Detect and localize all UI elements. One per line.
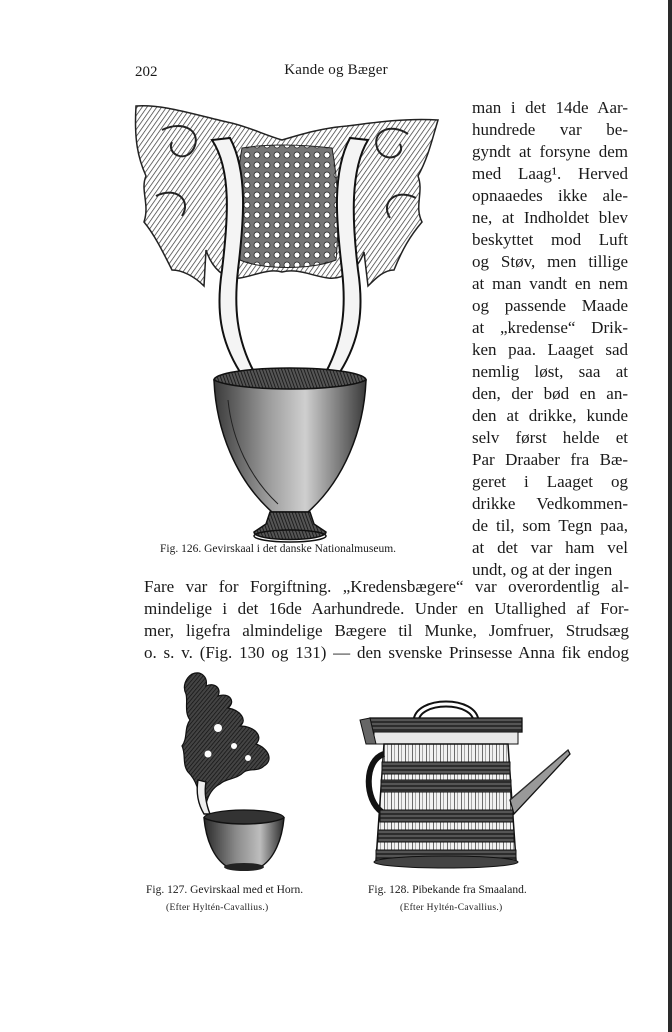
body-text-line: at „kredense“ Drik- — [472, 318, 628, 337]
body-text-line: nemlig løst, saa at — [472, 362, 628, 381]
body-text-line: de til, som Tegn paa, — [472, 516, 628, 535]
figure-128-caption: Fig. 128. Pibekande fra Smaaland. — [368, 884, 527, 896]
body-text-line: mindelige i det 16de Aarhundrede. Under en Utallighed af For- — [144, 599, 629, 618]
body-text-line: drikke Vedkommen- — [472, 494, 628, 513]
body-text-line: og Støv, men tillige — [472, 252, 628, 271]
body-text-line: opnaaedes ikke ale- — [472, 186, 628, 205]
page-edge — [668, 0, 672, 1032]
body-text-line: Par Draaber fra Bæ- — [472, 450, 628, 469]
body-text-line: gyndt at forsyne dem — [472, 142, 628, 161]
figure-128-credit: (Efter Hyltén-Cavallius.) — [400, 903, 503, 913]
body-text-line: Fare var for Forgiftning. „Kredensbægere“ var overordentlig al- — [144, 577, 629, 596]
body-text-line: og passende Maade — [472, 296, 628, 315]
body-text-line: ne, at Indholdet blev — [472, 208, 628, 227]
body-text-line: mer, ligefra almindelige Bægere til Munke, Jomfruer, Strudsæg — [144, 621, 629, 640]
figure-127-caption: Fig. 127. Gevirskaal med et Horn. — [146, 884, 304, 896]
body-text-line: undt, og at der ingen — [472, 560, 613, 579]
running-title: Kande og Bæger — [284, 62, 388, 78]
figure-126-antler-bowl — [132, 100, 444, 550]
body-text-line: o. s. v. (Fig. 130 og 131) — den svenske Prinsesse Anna fik endog — [144, 643, 629, 662]
body-text-line: selv først helde et — [472, 428, 628, 447]
body-text-line: geret i Laaget og — [472, 472, 628, 491]
figure-127-credit: (Efter Hyltén-Cavallius.) — [166, 903, 269, 913]
body-text-line: at det var ham vel — [472, 538, 628, 557]
body-text-line: med Laag¹. Herved — [472, 164, 628, 183]
body-text-line: hundrede var be- — [472, 120, 628, 139]
body-text-line: ken paa. Laaget sad — [472, 340, 628, 359]
body-text-line: at man vandt en nem — [472, 274, 628, 293]
body-text-line: man i det 14de Aar- — [472, 98, 628, 117]
body-text-line: den, der bød en an- — [472, 384, 628, 403]
body-text-line: beskyttet mod Luft — [472, 230, 628, 249]
figure-126-caption: Fig. 126. Gevirskaal i det danske Nationalmuseum. — [160, 543, 397, 555]
page-number: 202 — [135, 64, 158, 80]
figure-128-spouted-tankard — [356, 688, 572, 878]
figure-127-antler-bowl-with-horn — [178, 668, 290, 876]
body-text-line: den at drikke, kunde — [472, 406, 628, 425]
